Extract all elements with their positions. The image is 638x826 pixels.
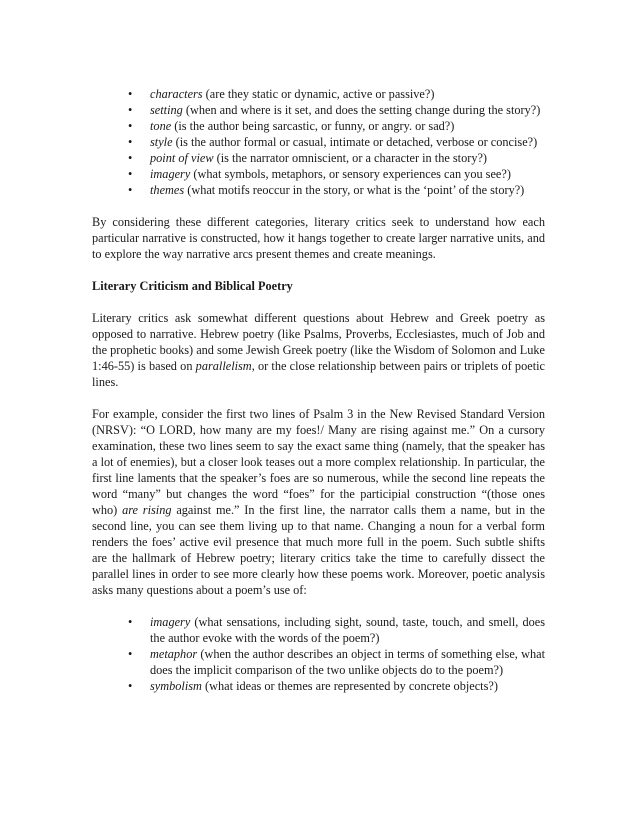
section-heading: Literary Criticism and Biblical Poetry — [92, 279, 293, 293]
narrative-categories-list — [92, 86, 545, 198]
list-item — [92, 86, 545, 102]
list-term: metaphor — [150, 647, 198, 661]
list-item — [92, 118, 545, 134]
bullet-icon: • — [128, 103, 133, 117]
list-term: themes — [150, 183, 185, 197]
list-item — [92, 646, 545, 678]
list-text: (is the author being sarcastic, or funny, or angry. or sad?) — [171, 119, 455, 133]
bullet-icon: • — [128, 119, 133, 133]
bullet-icon: • — [128, 183, 133, 197]
list-item — [92, 134, 545, 150]
list-text: (what sensations, including sight, sound, taste, touch, and smell, does the author evoke with the words of the poem?) — [150, 615, 545, 645]
poetry-analysis-list — [92, 614, 545, 694]
emphasis-text: are rising — [122, 503, 172, 517]
list-item — [92, 102, 545, 118]
list-text: (when the author describes an object in terms of something else, what does the implicit comparison of the two unlike objects do to the poem?) — [150, 647, 545, 677]
list-term: tone — [150, 119, 172, 133]
body-paragraph: By considering these different categories, literary critics seek to understand how each particular narrative is constructed, how it hangs together to create larger narrative units, and to explore the way narrative arcs present themes and create meanings. — [92, 215, 545, 261]
body-paragraph — [92, 310, 545, 390]
list-term: setting — [150, 103, 183, 117]
list-item — [92, 150, 545, 166]
list-item — [92, 614, 545, 646]
bullet-icon: • — [128, 135, 133, 149]
bullet-icon: • — [128, 151, 133, 165]
list-text: (are they static or dynamic, active or passive?) — [202, 87, 435, 101]
bullet-icon: • — [128, 87, 133, 101]
paragraph-text: Literary critics ask somewhat different questions about Hebrew and Greek poetry as opposed to narrative. Hebrew poetry (like Psalms, Proverbs, Ecclesiastes, much of Job and the prophetic books) and some Jewish Greek poetry (like the Wisdom of Solomon and Luke 1:46-55) is based on — [92, 311, 545, 373]
page-content — [92, 86, 545, 694]
paragraph-text: , or the close relationship between pairs or triplets of poetic lines. — [92, 359, 545, 389]
bullet-icon: • — [128, 615, 133, 629]
list-text: (is the author formal or casual, intimate or detached, verbose or concise?) — [172, 135, 538, 149]
list-text: (is the narrator omniscient, or a character in the story?) — [213, 151, 488, 165]
list-item — [92, 166, 545, 182]
list-item — [92, 678, 545, 694]
spacer — [92, 262, 545, 278]
spacer — [92, 294, 545, 310]
spacer — [92, 598, 545, 614]
paragraph-text: For example, consider the first two lines of Psalm 3 in the New Revised Standard Version (NRSV): “O LORD, how many are my foes!/ Many are rising against me.” On a cursory examination, these two lines seem to say the exact same thing (namely, that the speaker has a lot of enemies), but a closer look teases out a more complex relationship. In particular, the first line laments that the speaker’s foes are so numerous, while the second line repeats the word “many” but changes the word “foes” for the participial construction “(those ones who) — [92, 407, 545, 517]
paragraph-text: against me.” In the first line, the narrator calls them a name, but in the second line, you can see them living up to that name. Changing a noun for a verbal form renders the foes’ active evil presence that much more full in the poem. Such subtle shifts are the hallmark of Hebrew poetry; literary critics take the time to carefully dissect the parallel lines in order to see more clearly how these poems work. Moreover, poetic analysis asks many questions about a poem’s use of: — [92, 503, 545, 597]
bullet-icon: • — [128, 167, 133, 181]
list-term: style — [150, 135, 173, 149]
list-term: symbolism — [150, 679, 202, 693]
emphasis-text: parallelism — [195, 359, 252, 373]
list-term: imagery — [150, 167, 191, 181]
spacer — [92, 390, 545, 406]
list-text: (what motifs reoccur in the story, or what is the ‘point’ of the story?) — [184, 183, 525, 197]
list-item — [92, 182, 545, 198]
body-paragraph — [92, 406, 545, 598]
spacer — [92, 198, 545, 214]
bullet-icon: • — [128, 679, 133, 693]
bullet-icon: • — [128, 647, 133, 661]
list-term: characters — [150, 87, 203, 101]
list-text: (when and where is it set, and does the setting change during the story?) — [182, 103, 541, 117]
list-term: point of view — [150, 151, 214, 165]
list-text: (what ideas or themes are represented by concrete objects?) — [201, 679, 498, 693]
list-text: (what symbols, metaphors, or sensory experiences can you see?) — [190, 167, 511, 181]
list-term: imagery — [150, 615, 191, 629]
